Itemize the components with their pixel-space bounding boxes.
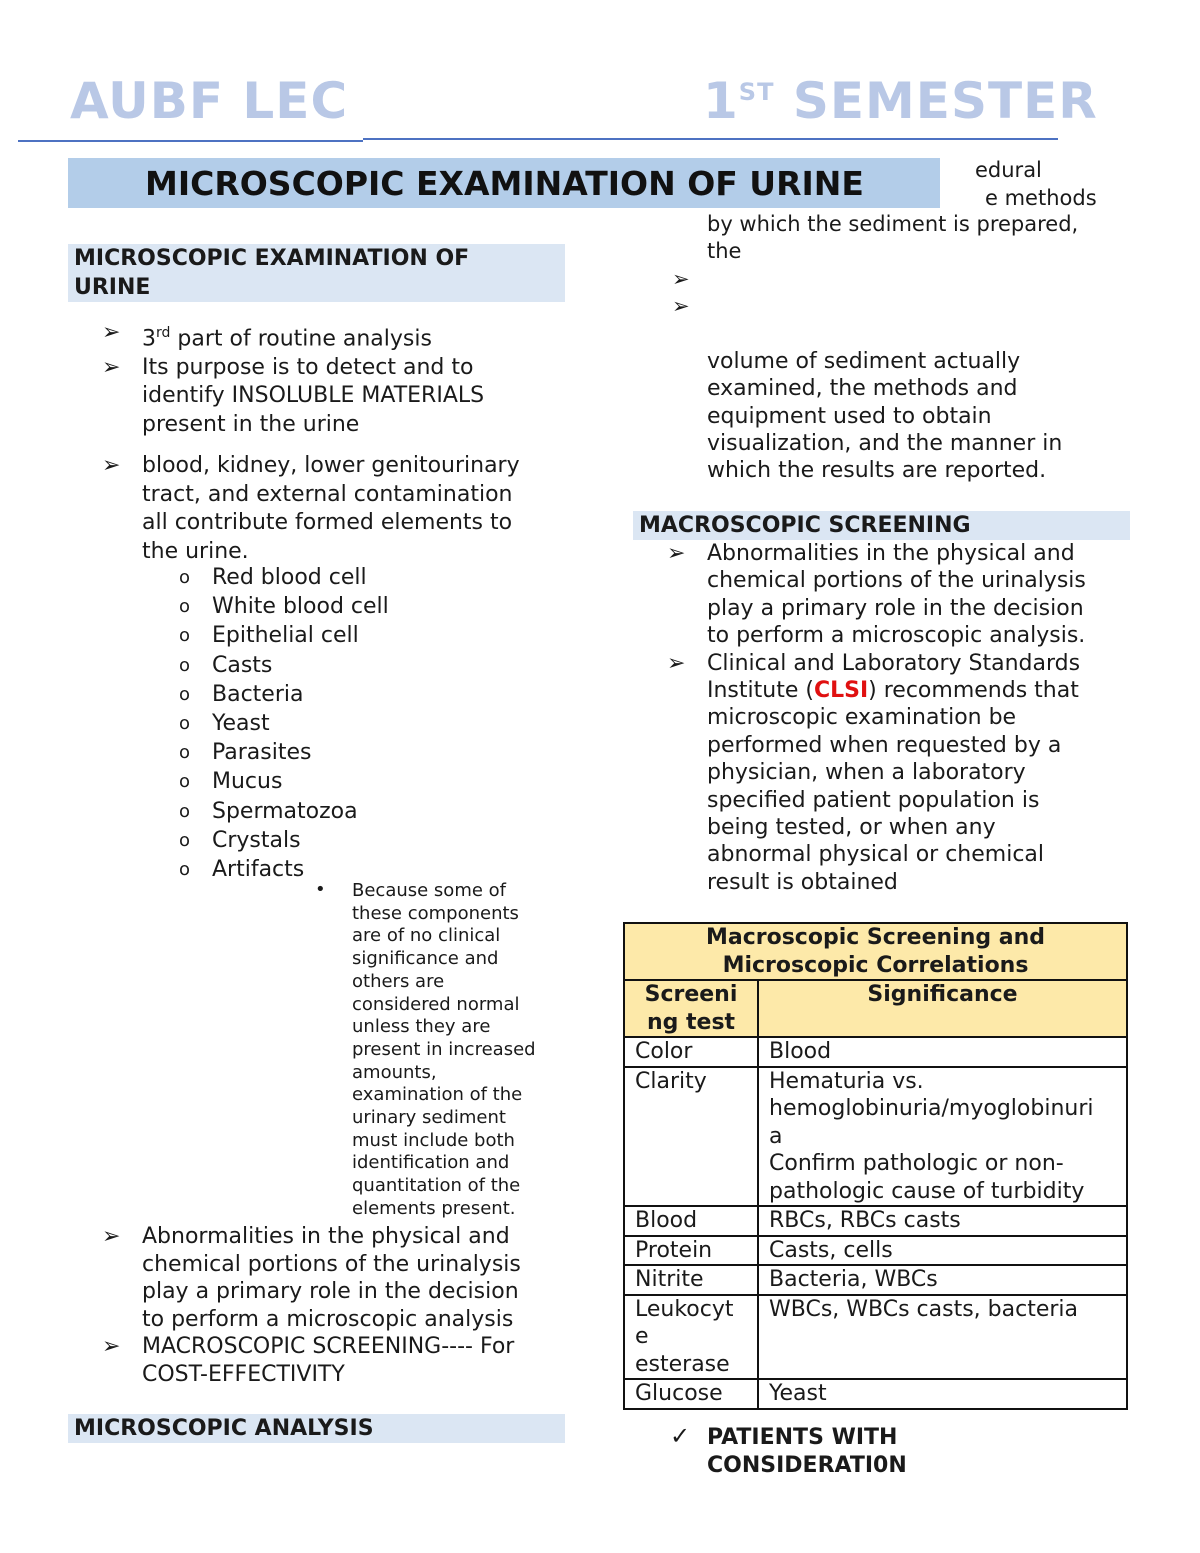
list-item: o Spermatozoa [72,797,532,826]
list-item: o Bacteria [72,680,532,709]
list-item: o Parasites [72,738,532,767]
table-row: Blood RBCs, RBCs casts [624,1206,1127,1236]
header-rule-left [18,140,363,142]
arrow-icon: ➢ [102,354,121,380]
list-item: o Artifacts [72,855,532,884]
bullet-line: Its purpose is to detect and to [142,354,474,380]
table-row: Protein Casts, cells [624,1236,1127,1266]
semester-word: SEMESTER [792,72,1098,130]
left-bullets-bottom [102,1223,562,1388]
arrow-icon: ➢ [102,320,121,345]
col-header-test: Screeni ng test [624,980,758,1037]
bullet-line: the urine. [142,538,249,564]
semester-number: 1 [703,72,739,130]
bullet-text: 3 [142,326,156,352]
list-item: o Epithelial cell [72,621,532,650]
circle-bullet-icon: o [179,654,191,676]
table-row: Glucose Yeast [624,1379,1127,1409]
arrow-icon: ➢ [102,453,121,478]
list-item: ➢ MACROSCOPIC SCREENING---- For COST-EFFECTIVITY [102,1334,515,1387]
list-item: o Crystals [72,826,532,855]
table-row: Color Blood [624,1037,1127,1067]
dot-bullet-icon: • [315,879,326,900]
table-title: Macroscopic Screening and Microscopic Correlations [624,923,1127,980]
circle-bullet-icon: o [179,713,191,735]
fragment-4: the [707,239,742,263]
circle-bullet-icon: o [179,742,191,764]
fragment-2: e methods [985,186,1097,210]
bullet-line: tract, and external contamination [142,481,513,507]
left-bullets-mid [102,452,562,566]
clsi-highlight: CLSI [813,678,869,704]
list-item [102,354,562,440]
circle-bullet-icon: o [179,567,191,588]
left-bullets-top [102,319,562,439]
header-right [703,72,1098,130]
heading-line-2: URINE [74,275,151,300]
semester-suffix: ST [738,78,775,106]
right-bullets [667,540,1137,896]
bullet-sup: rd [156,325,171,341]
section-heading-macroscopic-screening: MACROSCOPIC SCREENING [633,511,1130,540]
bullet-text: part of routine analysis [170,326,432,352]
screening-correlation-table [623,922,1128,1410]
arrow-icon: ➢ [102,1334,121,1359]
formed-elements-list [72,563,532,884]
section-heading-microscopic-analysis: MICROSCOPIC ANALYSIS [68,1414,565,1443]
table-row: Clarity Hematuria vs. hemoglobinuria/myoglobinuri a Confirm pathologic or non- pathologic cause of turbidity [624,1067,1127,1207]
circle-bullet-icon: o [179,596,191,618]
list-item [102,452,562,566]
circle-bullet-icon: o [179,859,191,881]
list-item: o Red blood cell [72,563,532,592]
right-paragraph: volume of sediment actually examined, the methods and equipment used to obtain visualization, and the manner in which the results are reported. [707,349,1063,484]
bullet-line: identify INSOLUBLE MATERIALS [142,383,485,409]
fragment-1: edural [975,158,1042,182]
circle-bullet-icon: o [179,771,191,793]
header-left: AUBF LEC [70,72,349,130]
table-row: Nitrite Bacteria, WBCs [624,1265,1127,1295]
circle-bullet-icon: o [179,829,191,851]
list-item: o White blood cell [72,592,532,621]
circle-bullet-icon: o [179,683,191,705]
list-item: o Yeast [72,709,532,738]
bullet-line: blood, kidney, lower genitourinary [142,453,520,478]
arrow-icon: ➢ [667,650,686,676]
circle-bullet-icon: o [179,625,191,647]
arrow-icon: ➢ [102,1224,121,1249]
bullet-line: all contribute formed elements to [142,510,513,535]
list-item: ➢ Abnormalities in the physical and chemical portions of the urinalysis play a primary role in the decision to perform a microscopic analysis. [667,541,1086,649]
col-header-significance: Significance [758,980,1127,1037]
arrow-icon: ➢ [667,541,686,566]
page-title: MICROSCOPIC EXAMINATION OF URINE [145,164,864,203]
header-rule-right [363,138,1058,140]
list-item: o Mucus [72,767,532,796]
note-paragraph: Because some of these components are of no clinical significance and others are considered normal unless they are present in increased amounts, examination of the urinary sediment must include both identification and quantitation of the elements present. [352,880,536,1219]
fragment-arrow-1: ➢ [672,267,690,291]
heading-line-1: MICROSCOPIC EXAMINATION OF [74,246,470,271]
list-item: ➢ Abnormalities in the physical and chemical portions of the urinalysis play a primary role in the decision to perform a microscopic analysis [102,1224,521,1332]
table-header-row [624,980,1127,1037]
check-icon: ✓ [670,1422,691,1450]
table-row: Leukocyt e esterase WBCs, WBCs casts, bacteria [624,1295,1127,1380]
circle-bullet-icon: o [179,800,191,822]
list-item [102,319,562,354]
fragment-3: by which the sediment is prepared, [707,212,1079,236]
list-item: ➢ Clinical and Laboratory Standards Institute (CLSI) recommends that microscopic examination be performed when requested by a physician, when a laboratory specified patient population is being tested, or when any abnormal physical or chemical result is obtained [667,650,1081,895]
patients-consideration: PATIENTS WITH CONSIDERATI0N [707,1425,907,1478]
bullet-line: present in the urine [142,411,360,437]
list-item: o Casts [72,651,532,680]
section-heading-microscopic-exam [68,244,565,302]
fragment-arrow-2: ➢ [672,294,690,318]
